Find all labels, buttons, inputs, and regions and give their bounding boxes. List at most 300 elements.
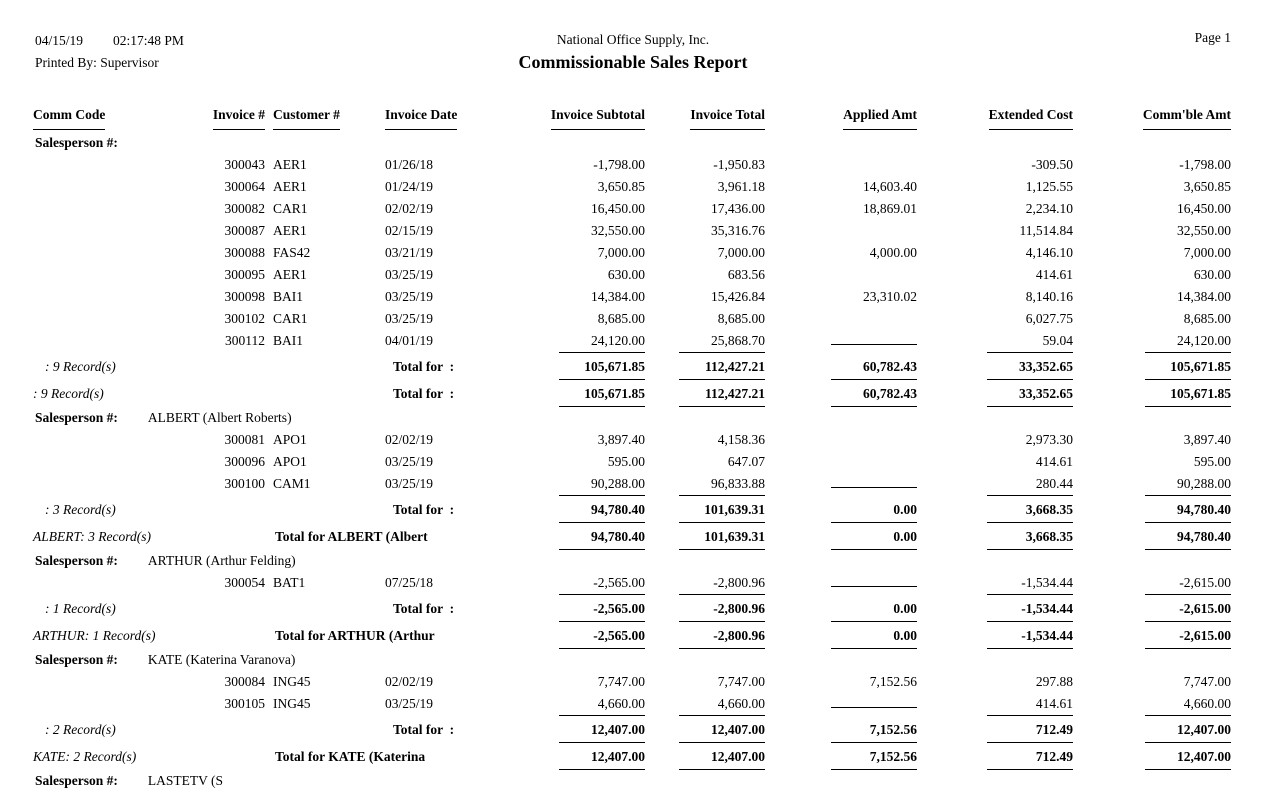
applied-amt-cell [765,596,917,622]
amount-value: 33,352.65 [987,354,1073,380]
invoice-date-cell: 02/02/19 [385,432,434,447]
col-header-applied-amt [765,102,917,130]
page-number: Page 1 [1194,30,1231,45]
invoice-date-cell: 03/25/19 [385,454,434,469]
commble-amt-cell [1073,429,1231,451]
amount-value: 595.00 [1193,454,1231,469]
applied-amt-cell [765,198,917,220]
detail-row [33,572,1233,595]
invoice-subtotal-cell [483,497,645,523]
customer-number-cell: FAS42 [273,245,311,260]
amount-value: 8,140.16 [1025,289,1073,304]
commble-amt-cell [1073,198,1231,220]
amount-value: 0.00 [831,497,917,523]
column-header-row [33,102,1233,130]
report-date: 04/15/19 [35,33,84,48]
amount-value: -2,565.00 [559,623,645,649]
invoice-date-cell: 02/15/19 [385,223,434,238]
commble-amt-cell [1073,308,1231,330]
applied-amt-cell [765,744,917,770]
applied-amt-cell [765,176,917,198]
customer-number-cell: AER1 [273,267,307,282]
customer-number-cell: AER1 [273,223,307,238]
amount-value: 7,000.00 [1183,245,1231,260]
amount-value: 12,407.00 [559,717,645,743]
amount-value: 112,427.21 [679,381,765,407]
amount-value: 1,125.55 [1025,179,1073,194]
invoice-subtotal-cell [483,744,645,770]
records-count: : 9 Record(s) [33,386,104,401]
col-header-label: Invoice # [213,102,265,130]
invoice-total-cell [645,596,765,622]
invoice-total-cell [645,451,765,473]
amount-value: 94,780.40 [1145,524,1231,550]
invoice-total-cell [645,154,765,176]
amount-value: 105,671.85 [1145,354,1231,380]
section-header-row [33,770,1233,792]
commble-amt-cell [1073,286,1231,308]
amount-value: 0.00 [831,596,917,622]
amount-value: 7,152.56 [831,717,917,743]
amount-value: 2,234.10 [1025,201,1073,216]
invoice-total-cell [645,264,765,286]
commble-amt-cell [1073,154,1231,176]
amount-value: -2,615.00 [1145,596,1231,622]
extended-cost-cell [917,693,1073,716]
amount-value: 33,352.65 [987,381,1073,407]
report-time: 02:17:48 PM [113,33,184,48]
invoice-total-cell [645,717,765,743]
invoice-total-cell [645,671,765,693]
amount-value: -2,565.00 [559,596,645,622]
invoice-total-cell [645,330,765,353]
invoice-number-cell: 300043 [224,157,265,172]
section-header-row [33,407,1233,429]
commble-amt-cell [1073,497,1231,523]
commble-amt-cell [1073,242,1231,264]
invoice-total-cell [645,198,765,220]
amount-value: 23,310.02 [863,289,917,304]
amount-value: 630.00 [1193,267,1231,282]
detail-row [33,693,1233,716]
amount-value: -2,615.00 [1145,623,1231,649]
invoice-subtotal-cell [483,596,645,622]
amount-value: 24,120.00 [1145,330,1231,353]
applied-amt-cell [765,671,917,693]
grouptotal-row [33,743,1233,770]
commble-amt-cell [1073,354,1231,380]
col-header-invoice-total [645,102,765,130]
amount-value: -2,800.96 [679,572,765,595]
records-count: ARTHUR: 1 Record(s) [33,628,156,643]
report-title: Commissionable Sales Report [518,52,748,72]
records-count: : 1 Record(s) [45,601,116,616]
amount-value: 112,427.21 [679,354,765,380]
invoice-total-cell [645,354,765,380]
commble-amt-cell [1073,330,1231,353]
amount-value: 12,407.00 [679,717,765,743]
invoice-total-cell [645,242,765,264]
extended-cost-cell [917,154,1073,176]
amount-value: 12,407.00 [1145,717,1231,743]
amount-value: 712.49 [987,744,1073,770]
salesperson-label: Salesperson #: [35,773,118,788]
amount-value: 94,780.40 [559,497,645,523]
detail-row [33,220,1233,242]
salesperson-name: KATE (Katerina Varanova) [147,652,296,667]
extended-cost-cell [917,744,1073,770]
amount-value: 105,671.85 [559,381,645,407]
extended-cost-cell [917,717,1073,743]
applied-amt-cell [765,220,917,242]
amount-value: 4,000.00 [869,245,917,260]
invoice-date-cell: 01/26/18 [385,157,434,172]
extended-cost-cell [917,242,1073,264]
amount-value: 280.44 [987,473,1073,496]
amount-value: 4,660.00 [679,693,765,716]
amount-value: 16,450.00 [1177,201,1231,216]
total-label: Total for : [393,601,455,616]
invoice-number-cell: 300095 [224,267,265,282]
customer-number-cell: AER1 [273,179,307,194]
invoice-total-cell [645,308,765,330]
records-count: : 2 Record(s) [45,722,116,737]
invoice-number-cell: 300082 [224,201,265,216]
customer-number-cell: ING45 [273,696,311,711]
section-header-row [33,132,1233,154]
amount-value: 12,407.00 [679,744,765,770]
invoice-subtotal-cell [483,176,645,198]
invoice-subtotal-cell [483,198,645,220]
commble-amt-cell [1073,220,1231,242]
extended-cost-cell [917,264,1073,286]
amount-value: 630.00 [607,267,645,282]
invoice-number-cell: 300081 [224,432,265,447]
col-header-label: Comm'ble Amt [1143,102,1231,130]
amount-value: 3,897.40 [597,432,645,447]
invoice-total-cell [645,693,765,716]
col-header-label: Customer # [273,102,340,130]
extended-cost-cell [917,354,1073,380]
invoice-total-cell [645,220,765,242]
applied-amt-cell [765,572,917,594]
detail-row [33,264,1233,286]
detail-row [33,473,1233,496]
invoice-subtotal-cell [483,220,645,242]
amount-value [831,487,917,488]
col-header-label: Extended Cost [989,102,1073,130]
amount-value: 12,407.00 [559,744,645,770]
col-header-label: Comm Code [33,102,105,130]
invoice-subtotal-cell [483,330,645,353]
amount-value: -2,800.96 [679,596,765,622]
applied-amt-cell [765,308,917,330]
invoice-number-cell: 300088 [224,245,265,260]
amount-value: 297.88 [1035,674,1073,689]
total-label: Total for ALBERT (Albert [275,529,428,544]
commble-amt-cell [1073,596,1231,622]
amount-value: 101,639.31 [679,524,765,550]
col-header-comm-code [33,102,181,130]
commble-amt-cell [1073,623,1231,649]
invoice-date-cell: 03/25/19 [385,311,434,326]
invoice-subtotal-cell [483,693,645,716]
amount-value: 24,120.00 [559,330,645,353]
detail-row [33,176,1233,198]
amount-value: 59.04 [987,330,1073,353]
invoice-number-cell: 300100 [224,476,265,491]
invoice-subtotal-cell [483,429,645,451]
amount-value: 0.00 [831,524,917,550]
amount-value: 7,152.56 [831,744,917,770]
invoice-number-cell: 300064 [224,179,265,194]
extended-cost-cell [917,623,1073,649]
amount-value: 16,450.00 [591,201,645,216]
records-count: KATE: 2 Record(s) [33,749,137,764]
col-header-extended-cost [917,102,1073,130]
commble-amt-cell [1073,473,1231,496]
invoice-number-cell: 300096 [224,454,265,469]
invoice-total-cell [645,497,765,523]
report-header [33,30,1233,88]
invoice-total-cell [645,429,765,451]
applied-amt-cell [765,286,917,308]
amount-value: 7,747.00 [717,674,765,689]
records-count: ALBERT: 3 Record(s) [33,529,151,544]
extended-cost-cell [917,198,1073,220]
invoice-date-cell: 02/02/19 [385,201,434,216]
invoice-number-cell: 300098 [224,289,265,304]
amount-value: 3,650.85 [1183,179,1231,194]
invoice-date-cell: 03/25/19 [385,696,434,711]
amount-value [831,344,917,345]
amount-value: 11,514.84 [1019,223,1073,238]
amount-value: 414.61 [987,693,1073,716]
detail-row [33,671,1233,693]
extended-cost-cell [917,497,1073,523]
invoice-total-cell [645,473,765,496]
detail-row [33,242,1233,264]
invoice-subtotal-cell [483,473,645,496]
invoice-total-cell [645,744,765,770]
amount-value: 32,550.00 [1177,223,1231,238]
invoice-date-cell: 02/02/19 [385,674,434,689]
invoice-date-cell: 04/01/19 [385,333,434,348]
customer-number-cell: BAI1 [273,333,303,348]
invoice-subtotal-cell [483,308,645,330]
col-header-customer-number [265,102,367,130]
amount-value: 60,782.43 [831,354,917,380]
amount-value: 7,747.00 [597,674,645,689]
amount-value: 90,288.00 [559,473,645,496]
extended-cost-cell [917,596,1073,622]
invoice-total-cell [645,524,765,550]
applied-amt-cell [765,623,917,649]
amount-value: 60,782.43 [831,381,917,407]
applied-amt-cell [765,242,917,264]
amount-value: 3,650.85 [597,179,645,194]
invoice-date-cell: 03/25/19 [385,267,434,282]
amount-value: 7,000.00 [597,245,645,260]
invoice-total-cell [645,623,765,649]
amount-value: 14,384.00 [591,289,645,304]
extended-cost-cell [917,381,1073,407]
amount-value: 4,660.00 [1145,693,1231,716]
amount-value: -1,534.44 [987,572,1073,595]
customer-number-cell: ING45 [273,674,311,689]
extended-cost-cell [917,671,1073,693]
amount-value: 8,685.00 [597,311,645,326]
applied-amt-cell [765,154,917,176]
subtotal-row [33,595,1233,622]
col-header-invoice-number [181,102,265,130]
extended-cost-cell [917,524,1073,550]
customer-number-cell: CAM1 [273,476,311,491]
invoice-number-cell: 300105 [224,696,265,711]
invoice-subtotal-cell [483,524,645,550]
amount-value: 17,436.00 [711,201,765,216]
amount-value: 414.61 [1035,454,1073,469]
amount-value: 0.00 [831,623,917,649]
invoice-number-cell: 300087 [224,223,265,238]
amount-value: -2,615.00 [1145,572,1231,595]
extended-cost-cell [917,176,1073,198]
invoice-subtotal-cell [483,286,645,308]
amount-value: 3,897.40 [1183,432,1231,447]
amount-value: -309.50 [1031,157,1073,172]
amount-value: 4,158.36 [717,432,765,447]
commble-amt-cell [1073,381,1231,407]
invoice-number-cell: 300102 [224,311,265,326]
customer-number-cell: CAR1 [273,311,308,326]
commble-amt-cell [1073,451,1231,473]
applied-amt-cell [765,429,917,451]
amount-value: 35,316.76 [711,223,765,238]
total-label: Total for ARTHUR (Arthur [275,628,435,643]
amount-value: 15,426.84 [711,289,765,304]
extended-cost-cell [917,572,1073,595]
customer-number-cell: BAT1 [273,575,306,590]
commble-amt-cell [1073,572,1231,595]
salesperson-name: ARTHUR (Arthur Felding) [147,553,296,568]
amount-value: -1,798.00 [1179,157,1231,172]
col-header-label: Invoice Date [385,102,457,130]
extended-cost-cell [917,451,1073,473]
salesperson-name: ALBERT (Albert Roberts) [147,410,292,425]
detail-row [33,308,1233,330]
salesperson-name: LASTETV (S [147,773,224,788]
total-label: Total for : [393,502,455,517]
total-label: Total for : [393,359,455,374]
section-header-row [33,649,1233,671]
amount-value: 3,668.35 [987,497,1073,523]
report-table [33,102,1233,792]
invoice-subtotal-cell [483,154,645,176]
total-label: Total for : [393,386,455,401]
extended-cost-cell [917,473,1073,496]
salesperson-label: Salesperson #: [35,553,118,568]
amount-value: 32,550.00 [591,223,645,238]
commble-amt-cell [1073,524,1231,550]
col-header-label: Applied Amt [843,102,917,130]
amount-value: 94,780.40 [1145,497,1231,523]
printed-by: Printed By: Supervisor [35,55,159,70]
invoice-total-cell [645,176,765,198]
applied-amt-cell [765,330,917,352]
applied-amt-cell [765,473,917,495]
customer-number-cell: AER1 [273,157,307,172]
amount-value: 90,288.00 [1145,473,1231,496]
invoice-total-cell [645,572,765,595]
invoice-subtotal-cell [483,572,645,595]
amount-value: 7,152.56 [869,674,917,689]
detail-row [33,429,1233,451]
amount-value: 7,000.00 [717,245,765,260]
invoice-date-cell: 01/24/19 [385,179,434,194]
amount-value: 14,384.00 [1177,289,1231,304]
applied-amt-cell [765,693,917,715]
invoice-subtotal-cell [483,354,645,380]
amount-value: -1,534.44 [987,596,1073,622]
amount-value: 105,671.85 [1145,381,1231,407]
customer-number-cell: APO1 [273,454,307,469]
invoice-subtotal-cell [483,264,645,286]
amount-value: 94,780.40 [559,524,645,550]
grouptotal-row [33,622,1233,649]
applied-amt-cell [765,381,917,407]
commble-amt-cell [1073,693,1231,716]
commble-amt-cell [1073,264,1231,286]
col-header-label: Invoice Total [690,102,765,130]
invoice-subtotal-cell [483,623,645,649]
amount-value: 6,027.75 [1025,311,1073,326]
company-name: National Office Supply, Inc. [556,32,710,47]
amount-value: 8,685.00 [1183,311,1231,326]
amount-value: 4,146.10 [1025,245,1073,260]
salesperson-label: Salesperson #: [35,135,118,150]
amount-value [831,707,917,708]
amount-value: -1,534.44 [987,623,1073,649]
detail-row [33,154,1233,176]
applied-amt-cell [765,354,917,380]
amount-value [831,586,917,587]
commble-amt-cell [1073,671,1231,693]
customer-number-cell: BAI1 [273,289,303,304]
col-header-commble-amt [1073,102,1231,130]
extended-cost-cell [917,286,1073,308]
amount-value: 18,869.01 [863,201,917,216]
amount-value: 595.00 [607,454,645,469]
commble-amt-cell [1073,717,1231,743]
customer-number-cell: CAR1 [273,201,308,216]
grouptotal-row [33,523,1233,550]
grouptotal-row [33,380,1233,407]
applied-amt-cell [765,264,917,286]
amount-value: 12,407.00 [1145,744,1231,770]
col-header-label: Invoice Subtotal [551,102,645,130]
amount-value: -2,565.00 [559,572,645,595]
subtotal-row [33,496,1233,523]
invoice-date-cell: 07/25/18 [385,575,434,590]
amount-value: 14,603.40 [863,179,917,194]
invoice-total-cell [645,381,765,407]
amount-value: 96,833.88 [679,473,765,496]
extended-cost-cell [917,330,1073,353]
detail-row [33,330,1233,353]
invoice-number-cell: 300054 [224,575,265,590]
amount-value: 414.61 [1035,267,1073,282]
detail-row [33,198,1233,220]
